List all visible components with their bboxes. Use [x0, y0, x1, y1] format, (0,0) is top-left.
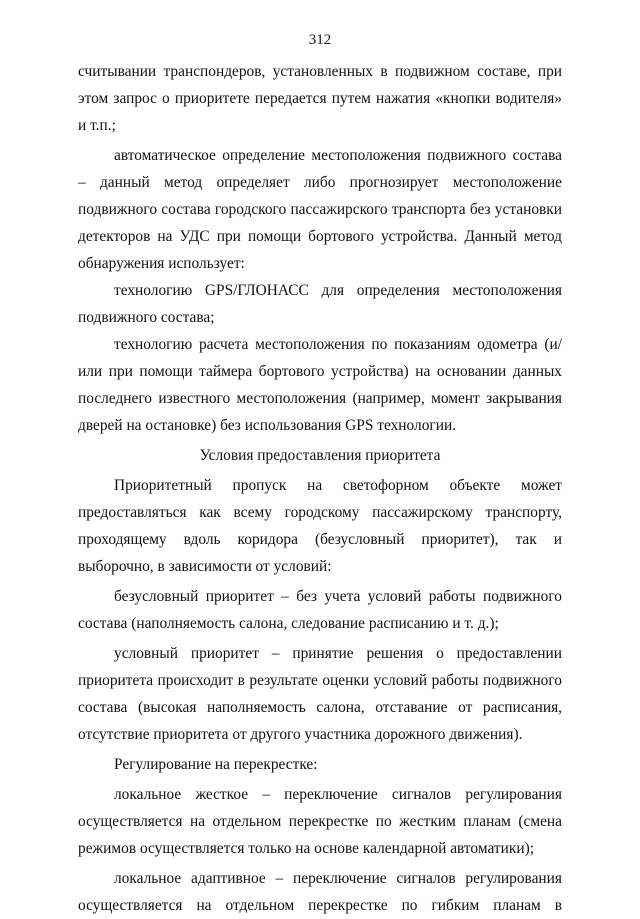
paragraph-priority-pass: Приоритетный пропуск на светофорном объекте может предоставляться как всему городскому пассажирскому транспорту, проходящему вдоль коридора (безусловный приоритет), так и выборочно, в зависимости от условий: — [78, 477, 562, 575]
paragraph-unconditional-priority: безусловный приоритет – без учета условий работы подвижного состава (наполняемость салона, следование расписанию и т. д.); — [78, 588, 562, 632]
document-body — [78, 58, 562, 919]
paragraph-local-fixed: локальное жесткое – переключение сигналов регулирования осуществляется на отдельном перекрестке по жестким планам (смена режимов осуществляется только на основе календарной автоматики); — [78, 786, 562, 857]
page-number: 312 — [308, 32, 332, 48]
paragraph-local-adaptive: локальное адаптивное – переключение сигналов регулирования осуществляется на отдельном перекрестке по гибким планам в — [78, 870, 562, 914]
section-heading: Условия предоставления приоритета — [199, 447, 441, 464]
paragraph-intersection-control: Регулирование на перекрестке: — [114, 756, 318, 773]
paragraph-continuation: считывании транспондеров, установленных в подвижном составе, при этом запрос о приоритете передается путем нажатия «кнопки водителя» и т.п.; — [78, 63, 562, 134]
paragraph-gps-glonass: технологию GPS/ГЛОНАСС для определения местоположения подвижного состава; — [78, 282, 562, 326]
paragraph-odometer: технологию расчета местоположения по показаниям одометра (и/или при помощи таймера бортового устройства) на основании данных последнего известного местоположения (например, момент закрывания дверей на остановке) без использования GPS технологии. — [78, 336, 562, 434]
paragraph-auto-location: автоматическое определение местоположения подвижного состава – данный метод определяет либо прогнозирует местоположение подвижного состава городского пассажирского транспорта без установки детекторов на УДС при помощи бортового устройства. Данный метод обнаружения использует: — [78, 147, 562, 272]
paragraph-conditional-priority: условный приоритет – принятие решения о предоставлении приоритета происходит в результате оценки условий работы подвижного состава (высокая наполняемость салона, отставание от расписания, отсутствие приоритета от другого участника дорожного движения). — [78, 645, 562, 743]
